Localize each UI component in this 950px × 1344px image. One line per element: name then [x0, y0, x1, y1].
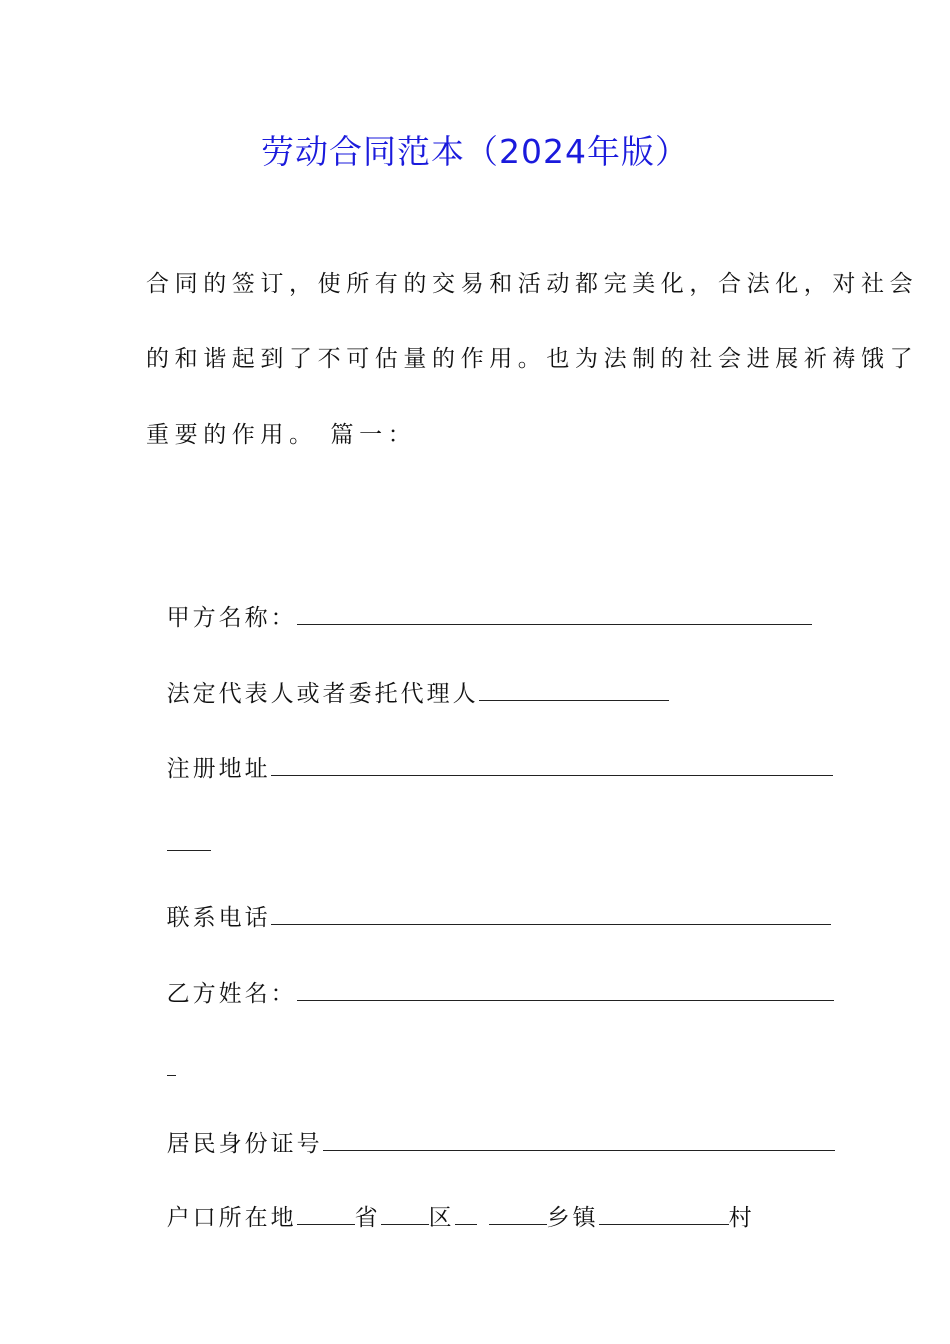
reg-address-label: 注册地址	[166, 756, 271, 782]
party-a-name-label: 甲方名称：	[166, 605, 297, 631]
province-blank[interactable]	[297, 1200, 355, 1225]
reg-address-blank-continued[interactable]	[167, 826, 211, 851]
district-label: 区	[428, 1205, 455, 1231]
town-blank[interactable]	[489, 1200, 547, 1225]
id-number-label: 居民身份证号	[166, 1131, 323, 1157]
party-b-name-row	[146, 942, 834, 1011]
page-title: 劳动合同范本（2024年版）	[261, 132, 689, 171]
legal-rep-row	[146, 642, 669, 711]
town-label: 乡镇	[546, 1205, 599, 1231]
phone-label: 联系电话	[166, 905, 271, 931]
intro-line-2: 的和谐起到了不可估量的作用。也为法制的社会进展祈祷饿了	[146, 346, 919, 372]
hukou-row	[146, 1166, 755, 1235]
intro-line-1: 合同的签订，使所有的交易和活动都完美化，合法化，对社会	[146, 271, 919, 297]
id-number-blank[interactable]	[323, 1126, 835, 1151]
party-b-name-continuation-row	[146, 1017, 176, 1086]
hukou-label: 户口所在地	[166, 1205, 297, 1231]
party-b-name-label: 乙方姓名：	[166, 981, 297, 1007]
reg-address-blank[interactable]	[271, 751, 833, 776]
intro-line-3: 重要的作用。 篇一：	[146, 422, 417, 448]
phone-row	[146, 866, 831, 935]
province-label: 省	[354, 1205, 381, 1231]
village-blank[interactable]	[599, 1200, 729, 1225]
party-b-name-blank[interactable]	[297, 976, 834, 1001]
phone-blank[interactable]	[271, 900, 831, 925]
reg-address-row	[146, 717, 833, 786]
legal-rep-label: 法定代表人或者委托代理人	[166, 681, 479, 707]
party-b-name-blank-continued[interactable]	[167, 1051, 176, 1076]
legal-rep-blank[interactable]	[479, 676, 669, 701]
district-blank[interactable]	[381, 1200, 429, 1225]
village-label: 村	[728, 1205, 755, 1231]
party-a-name-blank[interactable]	[297, 600, 812, 625]
party-a-name-row	[146, 566, 812, 635]
reg-address-continuation-row	[146, 792, 211, 861]
district-suffix-blank[interactable]	[455, 1200, 477, 1225]
id-number-row	[146, 1092, 835, 1161]
